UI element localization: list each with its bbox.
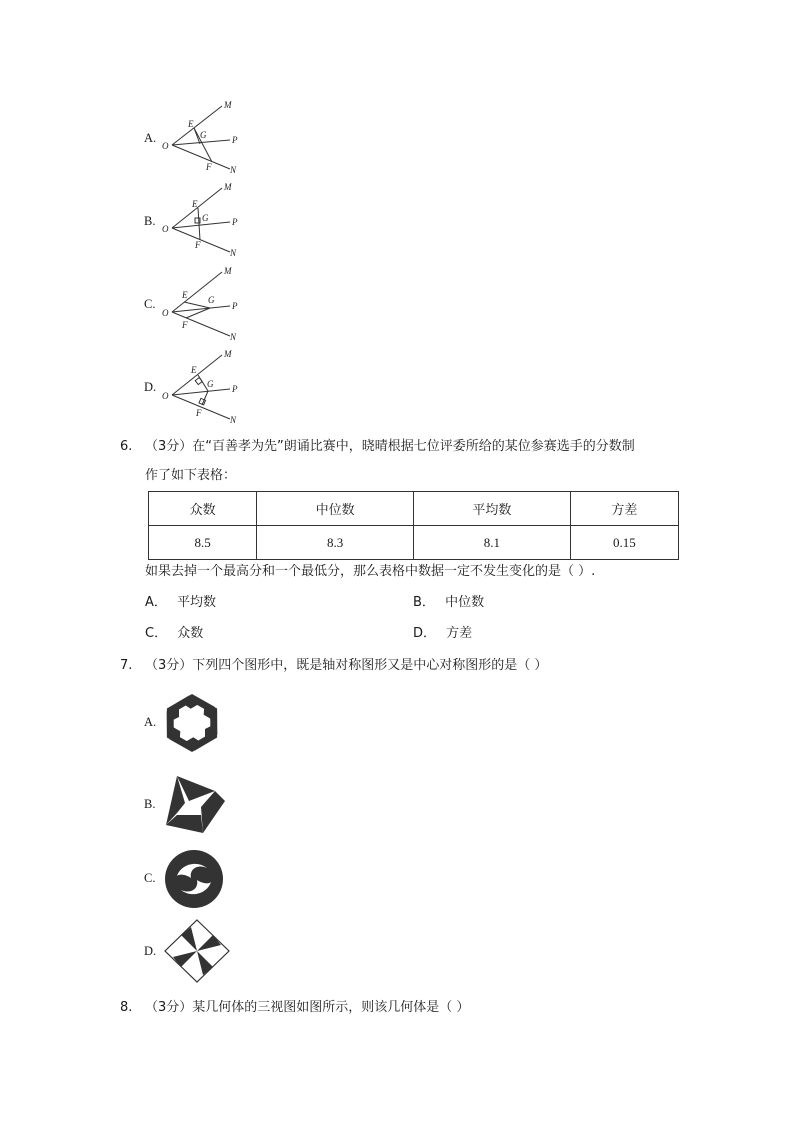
- q7-figure-a: [163, 692, 221, 754]
- table-value-cell: 8.5: [149, 526, 257, 560]
- q7-option-c-label[interactable]: C.: [144, 871, 156, 885]
- q5-figure-a: [160, 98, 250, 176]
- q5-d-point-g: G: [207, 379, 214, 389]
- q5-a-point-p: P: [232, 135, 238, 145]
- q5-b-point-o: O: [162, 224, 169, 234]
- table-value-cell: 8.3: [257, 526, 414, 560]
- choice-letter: D．: [413, 626, 437, 641]
- q5-d-point-f: F: [196, 408, 202, 418]
- q5-d-point-p: P: [232, 384, 238, 394]
- q7-figure-d: [163, 918, 231, 984]
- q7-option-b-label[interactable]: B.: [144, 797, 156, 811]
- q5-c-point-m: M: [224, 266, 232, 276]
- q6-stem-line1: （3分）在“百善孝为先”朗诵比赛中，晓晴根据七位评委所给的某位参赛选手的分数制: [145, 439, 635, 454]
- table-value-cell: 8.1: [413, 526, 570, 560]
- q7-stem: （3分）下列四个图形中，既是轴对称图形又是中心对称图形的是（ ）: [145, 658, 548, 673]
- q7-option-a-label[interactable]: A.: [144, 715, 157, 729]
- q5-b-point-m: M: [224, 182, 232, 192]
- q5-d-point-o: O: [162, 391, 169, 401]
- q5-b-point-p: P: [232, 217, 238, 227]
- q5-b-point-e: E: [192, 199, 198, 209]
- q7-figure-b: [163, 773, 227, 837]
- q6-question: 如果去掉一个最高分和一个最低分，那么表格中数据一定不发生变化的是（ ）.: [145, 564, 596, 579]
- q5-a-point-m: M: [224, 100, 232, 110]
- table-header-cell: 中位数: [257, 492, 414, 526]
- q6-choice-b[interactable]: [413, 594, 484, 612]
- q5-a-point-f: F: [206, 162, 212, 172]
- choice-letter: C．: [145, 626, 168, 641]
- q5-c-point-p: P: [232, 301, 238, 311]
- q6-stem-line2: 作了如下表格：: [145, 468, 237, 483]
- q5-figure-d: [160, 347, 250, 425]
- choice-letter: B．: [413, 595, 435, 610]
- choice-text: 众数: [177, 626, 204, 641]
- choice-text: 中位数: [445, 595, 485, 610]
- q5-option-a-label[interactable]: A.: [144, 131, 157, 145]
- q6-choice-c[interactable]: [145, 625, 203, 643]
- q5-figure-c: [160, 264, 250, 342]
- q5-d-point-m: M: [224, 349, 232, 359]
- q5-a-point-n: N: [230, 165, 237, 175]
- q7-option-d-label[interactable]: D.: [144, 944, 157, 958]
- q5-d-point-e: E: [191, 365, 197, 375]
- q5-c-point-f: F: [182, 320, 188, 330]
- q5-option-c-label[interactable]: C.: [144, 297, 156, 311]
- q8-number: 8.: [120, 1000, 133, 1015]
- table-value-cell: 0.15: [570, 526, 678, 560]
- q7-figure-c: [163, 848, 225, 910]
- q5-c-point-g: G: [208, 295, 215, 305]
- q7-number: 7.: [120, 658, 133, 673]
- choice-text: 平均数: [177, 595, 217, 610]
- q5-c-point-n: N: [230, 332, 237, 342]
- q5-b-point-g: G: [202, 213, 209, 223]
- q5-a-point-o: O: [162, 141, 169, 151]
- table-header-row: [149, 492, 679, 526]
- table-value-row: [149, 526, 679, 560]
- q6-choice-d[interactable]: [413, 625, 472, 643]
- q6-choice-a[interactable]: [145, 594, 216, 612]
- choice-letter: A．: [145, 595, 167, 610]
- table-header-cell: 平均数: [413, 492, 570, 526]
- choice-text: 方差: [446, 626, 473, 641]
- q5-b-point-f: F: [195, 240, 201, 250]
- q5-option-d-label[interactable]: D.: [144, 380, 157, 394]
- q5-c-point-e: E: [182, 290, 188, 300]
- q5-d-point-n: N: [230, 415, 237, 425]
- table-header-cell: 众数: [149, 492, 257, 526]
- q6-number: 6.: [120, 439, 133, 454]
- q5-c-point-o: O: [162, 308, 169, 318]
- table-header-cell: 方差: [570, 492, 678, 526]
- q8-stem: （3分）某几何体的三视图如图所示，则该几何体是（ ）: [145, 1000, 470, 1015]
- q5-a-point-g: G: [200, 130, 207, 140]
- q6-statistics-table: [148, 491, 679, 560]
- q5-b-point-n: N: [230, 248, 237, 258]
- q5-figure-b: [160, 180, 250, 258]
- q5-a-point-e: E: [188, 119, 194, 129]
- q5-option-b-label[interactable]: B.: [144, 214, 156, 228]
